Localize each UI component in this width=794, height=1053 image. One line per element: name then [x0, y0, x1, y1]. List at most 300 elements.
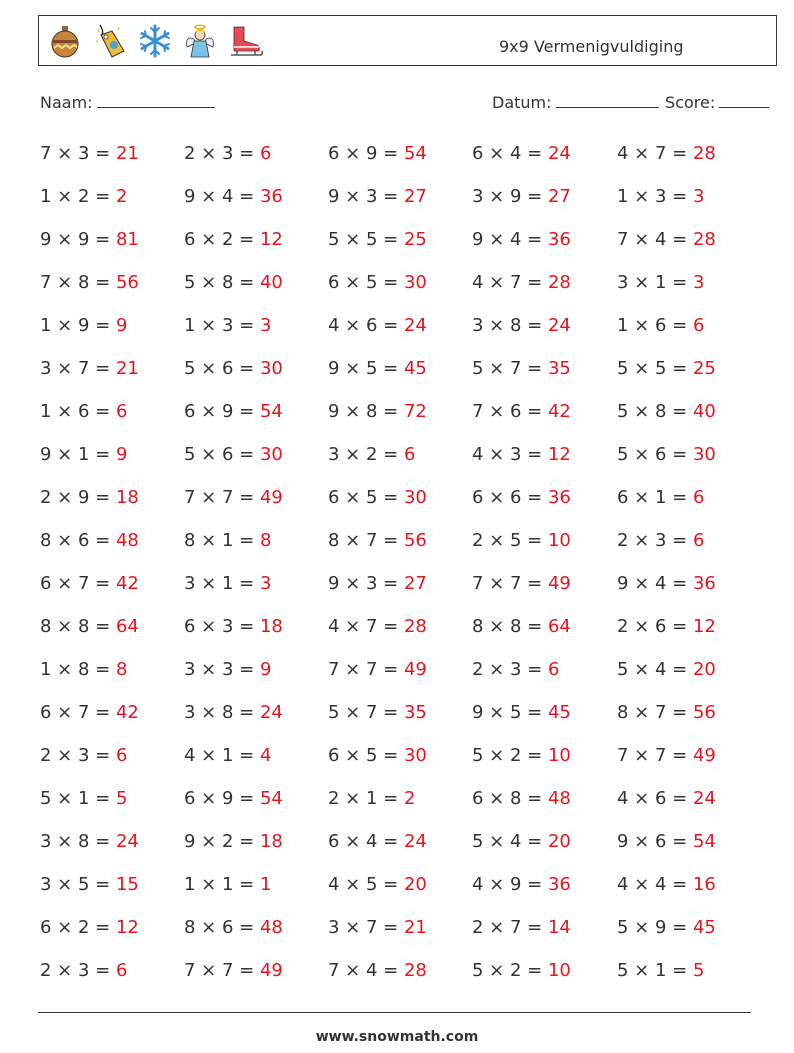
problem-row [0, 735, 794, 778]
problem-answer: 36 [547, 487, 571, 508]
problem-answer: 24 [403, 831, 427, 852]
problem-cell [184, 960, 283, 981]
problem-question: 6 × 9 = [184, 401, 260, 422]
problem-row [0, 821, 794, 864]
problem-answer: 3 [259, 315, 272, 336]
problem-row [0, 391, 794, 434]
problem-question: 6 × 2 = [184, 229, 260, 250]
problem-answer: 25 [692, 358, 716, 379]
problem-answer: 27 [403, 186, 427, 207]
problem-question: 7 × 8 = [40, 272, 116, 293]
problem-cell [40, 487, 139, 508]
problem-question: 4 × 1 = [184, 745, 260, 766]
score-line[interactable] [719, 92, 769, 108]
problem-answer: 56 [692, 702, 716, 723]
problem-row [0, 305, 794, 348]
problem-cell [40, 315, 127, 336]
problem-answer: 48 [115, 530, 139, 551]
problem-cell [472, 702, 571, 723]
problem-question: 1 × 1 = [184, 874, 260, 895]
problem-answer: 54 [259, 788, 283, 809]
problem-answer: 6 [692, 530, 705, 551]
ice-skate-icon [227, 23, 263, 59]
problem-answer: 25 [403, 229, 427, 250]
problem-question: 6 × 9 = [184, 788, 260, 809]
problem-question: 4 × 7 = [472, 272, 548, 293]
problem-question: 3 × 8 = [184, 702, 260, 723]
problem-question: 9 × 9 = [40, 229, 116, 250]
problem-cell [617, 960, 704, 981]
snowflake-icon [137, 23, 173, 59]
problem-cell [472, 229, 571, 250]
problem-cell [40, 272, 139, 293]
problem-cell [617, 143, 716, 164]
problem-answer: 30 [403, 487, 427, 508]
problem-answer: 20 [403, 874, 427, 895]
problem-answer: 36 [547, 874, 571, 895]
problem-answer: 6 [115, 960, 128, 981]
problem-cell [40, 788, 127, 809]
problem-answer: 18 [115, 487, 139, 508]
problem-answer: 24 [547, 315, 571, 336]
problem-question: 5 × 1 = [40, 788, 116, 809]
problem-question: 8 × 1 = [184, 530, 260, 551]
problem-cell [617, 272, 704, 293]
problem-question: 3 × 8 = [40, 831, 116, 852]
problem-question: 6 × 2 = [40, 917, 116, 938]
problem-cell [184, 272, 283, 293]
problem-cell [617, 229, 716, 250]
score-field [665, 92, 769, 112]
problem-cell [328, 831, 427, 852]
problem-question: 7 × 7 = [617, 745, 693, 766]
problem-row [0, 520, 794, 563]
problem-question: 9 × 4 = [184, 186, 260, 207]
problem-question: 5 × 6 = [617, 444, 693, 465]
problem-cell [328, 444, 415, 465]
problem-answer: 56 [403, 530, 427, 551]
problem-question: 4 × 3 = [472, 444, 548, 465]
problem-cell [472, 444, 571, 465]
problem-cell [328, 487, 427, 508]
problem-cell [184, 573, 271, 594]
problem-cell [40, 186, 127, 207]
problem-answer: 28 [692, 229, 716, 250]
problem-answer: 12 [259, 229, 283, 250]
problem-question: 6 × 5 = [328, 745, 404, 766]
problem-cell [617, 702, 716, 723]
problem-question: 5 × 5 = [617, 358, 693, 379]
problem-cell [40, 229, 139, 250]
problem-question: 5 × 6 = [184, 444, 260, 465]
problem-question: 2 × 3 = [472, 659, 548, 680]
problem-cell [328, 788, 415, 809]
problem-cell [184, 444, 283, 465]
date-field [492, 92, 659, 112]
problem-answer: 28 [547, 272, 571, 293]
problem-answer: 20 [547, 831, 571, 852]
problem-answer: 42 [547, 401, 571, 422]
problem-answer: 16 [692, 874, 716, 895]
problem-question: 6 × 1 = [617, 487, 693, 508]
problem-answer: 24 [692, 788, 716, 809]
problem-cell [40, 143, 139, 164]
problem-answer: 45 [547, 702, 571, 723]
problem-cell [617, 917, 716, 938]
problem-answer: 24 [115, 831, 139, 852]
problem-cell [472, 358, 571, 379]
problem-answer: 3 [692, 186, 705, 207]
problem-question: 2 × 3 = [184, 143, 260, 164]
problem-question: 4 × 5 = [328, 874, 404, 895]
problem-answer: 6 [115, 401, 128, 422]
problem-question: 8 × 8 = [40, 616, 116, 637]
problem-cell [617, 745, 716, 766]
problem-question: 1 × 2 = [40, 186, 116, 207]
problem-answer: 54 [692, 831, 716, 852]
problem-row [0, 262, 794, 305]
problem-answer: 48 [259, 917, 283, 938]
problem-cell [472, 530, 571, 551]
problem-cell [472, 143, 571, 164]
problem-question: 6 × 9 = [328, 143, 404, 164]
problem-question: 3 × 1 = [184, 573, 260, 594]
problem-answer: 2 [403, 788, 416, 809]
problem-cell [617, 573, 716, 594]
problem-question: 5 × 9 = [617, 917, 693, 938]
problem-answer: 21 [115, 358, 139, 379]
problem-question: 7 × 4 = [617, 229, 693, 250]
problem-answer: 40 [259, 272, 283, 293]
problem-answer: 56 [115, 272, 139, 293]
footer-divider [38, 1012, 751, 1013]
problem-answer: 30 [259, 444, 283, 465]
problem-question: 5 × 4 = [617, 659, 693, 680]
problem-answer: 35 [547, 358, 571, 379]
problem-question: 4 × 7 = [328, 616, 404, 637]
problem-question: 2 × 9 = [40, 487, 116, 508]
problem-question: 6 × 8 = [472, 788, 548, 809]
problem-cell [184, 831, 283, 852]
problem-question: 6 × 7 = [40, 573, 116, 594]
problem-cell [40, 444, 127, 465]
problem-answer: 45 [692, 917, 716, 938]
problem-cell [617, 358, 716, 379]
problem-cell [184, 702, 283, 723]
problem-answer: 5 [115, 788, 128, 809]
problem-cell [184, 358, 283, 379]
problem-answer: 10 [547, 530, 571, 551]
problem-question: 4 × 7 = [617, 143, 693, 164]
problem-cell [40, 573, 139, 594]
date-label: Datum: [492, 93, 552, 112]
problem-cell [472, 917, 571, 938]
problem-question: 9 × 4 = [617, 573, 693, 594]
problem-answer: 49 [259, 487, 283, 508]
problem-question: 7 × 7 = [184, 960, 260, 981]
problem-answer: 30 [403, 745, 427, 766]
problem-row [0, 133, 794, 176]
problem-answer: 6 [547, 659, 560, 680]
problem-cell [328, 530, 427, 551]
problem-answer: 3 [259, 573, 272, 594]
problem-question: 7 × 4 = [328, 960, 404, 981]
icon-strip [47, 23, 263, 59]
problem-question: 1 × 9 = [40, 315, 116, 336]
problem-cell [184, 143, 271, 164]
problem-cell [328, 358, 427, 379]
problem-answer: 10 [547, 960, 571, 981]
problem-cell [184, 229, 283, 250]
problem-cell [617, 831, 716, 852]
problem-question: 2 × 1 = [328, 788, 404, 809]
problem-cell [184, 659, 271, 680]
problem-question: 7 × 7 = [328, 659, 404, 680]
problem-question: 5 × 5 = [328, 229, 404, 250]
problem-cell [184, 315, 271, 336]
problem-question: 3 × 3 = [184, 659, 260, 680]
problem-cell [617, 315, 704, 336]
problem-question: 5 × 8 = [184, 272, 260, 293]
problem-question: 1 × 3 = [617, 186, 693, 207]
problem-answer: 49 [547, 573, 571, 594]
problem-question: 9 × 5 = [472, 702, 548, 723]
problem-cell [617, 788, 716, 809]
name-field [40, 92, 215, 112]
problem-question: 5 × 8 = [617, 401, 693, 422]
problem-cell [184, 616, 283, 637]
problem-row [0, 606, 794, 649]
problem-answer: 15 [115, 874, 139, 895]
problem-question: 9 × 3 = [328, 573, 404, 594]
problem-question: 5 × 1 = [617, 960, 693, 981]
problem-answer: 49 [403, 659, 427, 680]
problem-answer: 81 [115, 229, 139, 250]
footer-url: www.snowmath.com [315, 1029, 479, 1045]
problem-cell [40, 659, 127, 680]
problem-row [0, 176, 794, 219]
problem-question: 3 × 8 = [472, 315, 548, 336]
problem-answer: 9 [115, 444, 128, 465]
problem-row [0, 649, 794, 692]
problem-answer: 14 [547, 917, 571, 938]
problem-question: 9 × 3 = [328, 186, 404, 207]
problem-cell [40, 530, 139, 551]
problem-question: 3 × 2 = [328, 444, 404, 465]
problem-cell [617, 874, 716, 895]
problem-cell [328, 616, 427, 637]
problem-question: 6 × 3 = [184, 616, 260, 637]
problem-row [0, 907, 794, 950]
problem-answer: 12 [692, 616, 716, 637]
problem-answer: 30 [259, 358, 283, 379]
problem-answer: 6 [692, 315, 705, 336]
problem-question: 1 × 8 = [40, 659, 116, 680]
problem-cell [40, 917, 139, 938]
problem-question: 7 × 7 = [184, 487, 260, 508]
problem-cell [617, 444, 716, 465]
problem-answer: 35 [403, 702, 427, 723]
problem-cell [184, 530, 271, 551]
problem-answer: 2 [115, 186, 128, 207]
worksheet-title: 9x9 Vermenigvuldiging [499, 37, 684, 56]
angel-icon [182, 23, 218, 59]
problem-question: 7 × 7 = [472, 573, 548, 594]
problem-question: 3 × 7 = [40, 358, 116, 379]
problem-question: 4 × 9 = [472, 874, 548, 895]
problem-row [0, 950, 794, 993]
problem-cell [472, 616, 571, 637]
problem-answer: 64 [547, 616, 571, 637]
problem-row [0, 477, 794, 520]
problem-answer: 48 [547, 788, 571, 809]
problem-question: 1 × 6 = [40, 401, 116, 422]
problem-answer: 6 [403, 444, 416, 465]
problem-cell [472, 788, 571, 809]
problem-answer: 9 [115, 315, 128, 336]
problem-question: 1 × 6 = [617, 315, 693, 336]
problem-cell [328, 186, 427, 207]
problem-question: 5 × 2 = [472, 745, 548, 766]
problem-answer: 54 [259, 401, 283, 422]
problem-answer: 42 [115, 702, 139, 723]
problem-row [0, 778, 794, 821]
problem-answer: 28 [403, 960, 427, 981]
problem-question: 8 × 8 = [472, 616, 548, 637]
name-line[interactable] [97, 92, 215, 108]
ornament-icon [47, 23, 83, 59]
problem-answer: 1 [259, 874, 272, 895]
problem-question: 6 × 7 = [40, 702, 116, 723]
problem-cell [328, 745, 427, 766]
problem-answer: 5 [692, 960, 705, 981]
problem-answer: 36 [692, 573, 716, 594]
problem-cell [617, 401, 716, 422]
problem-cell [184, 874, 271, 895]
problem-cell [617, 487, 704, 508]
problem-question: 4 × 6 = [328, 315, 404, 336]
problem-cell [184, 745, 271, 766]
problem-cell [617, 616, 716, 637]
problem-question: 9 × 2 = [184, 831, 260, 852]
problem-answer: 21 [115, 143, 139, 164]
problem-question: 6 × 6 = [472, 487, 548, 508]
problem-cell [472, 745, 571, 766]
problem-cell [472, 573, 571, 594]
problem-answer: 28 [403, 616, 427, 637]
score-label: Score: [665, 93, 716, 112]
problem-question: 3 × 7 = [328, 917, 404, 938]
problem-cell [617, 530, 704, 551]
problem-cell [472, 874, 571, 895]
problem-cell [40, 358, 139, 379]
problem-question: 7 × 6 = [472, 401, 548, 422]
problem-cell [328, 573, 427, 594]
problem-question: 2 × 3 = [40, 745, 116, 766]
problem-cell [328, 659, 427, 680]
problem-question: 5 × 7 = [472, 358, 548, 379]
problem-question: 8 × 7 = [617, 702, 693, 723]
problem-answer: 3 [692, 272, 705, 293]
problem-question: 8 × 6 = [184, 917, 260, 938]
problem-question: 6 × 4 = [472, 143, 548, 164]
problem-cell [184, 788, 283, 809]
problem-question: 2 × 6 = [617, 616, 693, 637]
problem-question: 9 × 6 = [617, 831, 693, 852]
problem-question: 3 × 9 = [472, 186, 548, 207]
problem-cell [617, 186, 704, 207]
header-box [38, 15, 777, 66]
problem-cell [40, 831, 139, 852]
problem-row [0, 563, 794, 606]
problem-answer: 72 [403, 401, 427, 422]
problem-question: 6 × 4 = [328, 831, 404, 852]
problem-cell [472, 401, 571, 422]
problem-answer: 64 [115, 616, 139, 637]
problem-question: 8 × 6 = [40, 530, 116, 551]
problem-cell [472, 186, 571, 207]
problem-answer: 54 [403, 143, 427, 164]
problem-cell [328, 960, 427, 981]
problem-answer: 12 [547, 444, 571, 465]
problem-question: 5 × 2 = [472, 960, 548, 981]
problem-answer: 20 [692, 659, 716, 680]
problem-answer: 18 [259, 831, 283, 852]
problem-cell [184, 487, 283, 508]
problem-question: 5 × 4 = [472, 831, 548, 852]
problem-answer: 8 [259, 530, 272, 551]
problem-cell [328, 229, 427, 250]
problem-question: 2 × 3 = [40, 960, 116, 981]
problem-question: 5 × 6 = [184, 358, 260, 379]
problem-cell [328, 143, 427, 164]
problem-cell [472, 487, 571, 508]
problem-question: 8 × 7 = [328, 530, 404, 551]
problem-answer: 28 [692, 143, 716, 164]
problem-answer: 36 [259, 186, 283, 207]
problem-cell [328, 272, 427, 293]
problem-row [0, 692, 794, 735]
name-label: Naam: [40, 93, 93, 112]
problem-cell [40, 960, 127, 981]
problem-answer: 49 [692, 745, 716, 766]
problem-answer: 6 [259, 143, 272, 164]
problem-cell [328, 315, 427, 336]
problem-answer: 9 [259, 659, 272, 680]
problem-answer: 4 [259, 745, 272, 766]
problem-answer: 8 [115, 659, 128, 680]
problem-cell [472, 272, 571, 293]
problem-cell [472, 315, 571, 336]
problem-answer: 18 [259, 616, 283, 637]
problem-question: 3 × 1 = [617, 272, 693, 293]
problem-cell [184, 917, 283, 938]
problem-answer: 24 [547, 143, 571, 164]
problem-cell [328, 917, 427, 938]
date-line[interactable] [556, 92, 659, 108]
problem-answer: 12 [115, 917, 139, 938]
problem-answer: 42 [115, 573, 139, 594]
problem-answer: 10 [547, 745, 571, 766]
problem-cell [40, 616, 139, 637]
problem-cell [472, 659, 559, 680]
problem-row [0, 348, 794, 391]
problem-question: 6 × 5 = [328, 487, 404, 508]
problem-answer: 24 [259, 702, 283, 723]
gift-tag-icon [92, 23, 128, 59]
problem-answer: 45 [403, 358, 427, 379]
problem-question: 9 × 1 = [40, 444, 116, 465]
